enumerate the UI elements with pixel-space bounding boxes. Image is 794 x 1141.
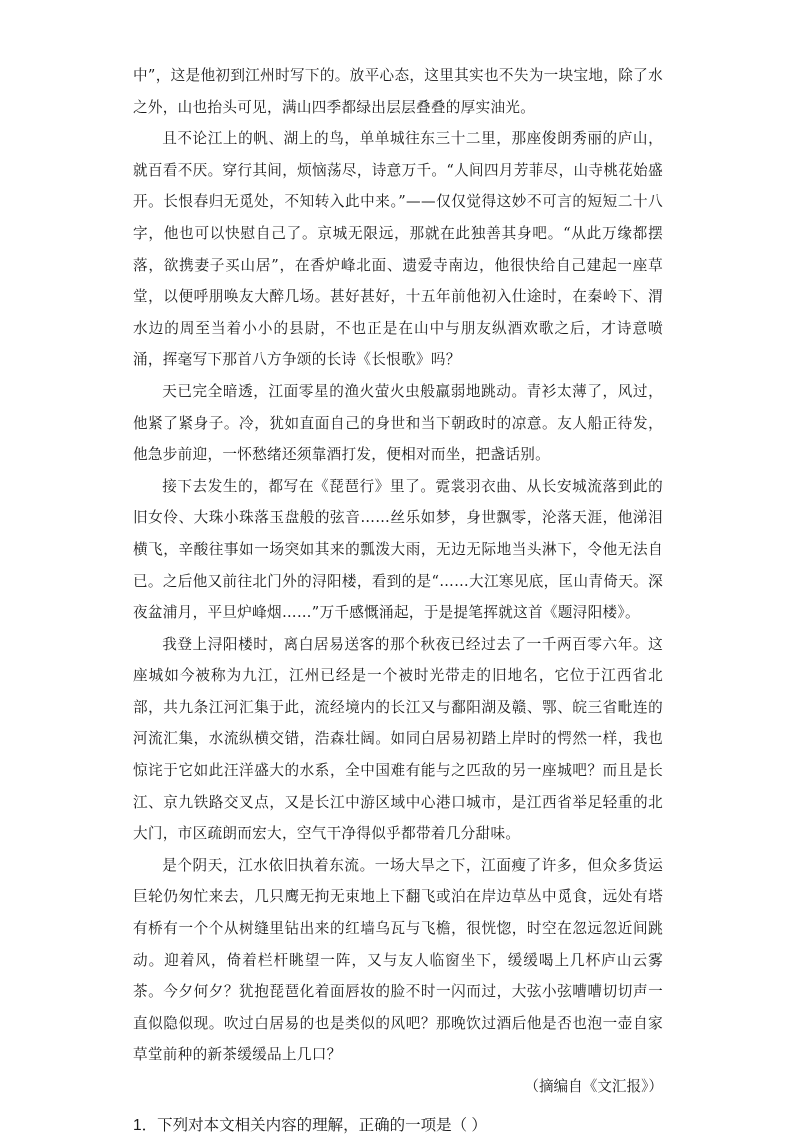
article-page (133, 60, 663, 1141)
article-body (133, 60, 663, 1071)
article-paragraph: 是个阴天，江水依旧执着东流。一场大旱之下，江面瘦了许多，但众多货运巨轮仍匆忙来去，几只鹰无拘无束地上下翻飞或泊在岸边草丛中觅食，远处有塔有桥有一个个从树缝里钻出来的红墙乌瓦与飞檐，很恍惚，时空在忽远忽近间跳动。迎着风，倚着栏杆眺望一阵，又与友人临窗坐下，缓缓喝上几杯庐山云雾茶。今夕何夕？犹抱琵琶化着面唇妆的脸不时一闪而过，大弦小弦嘈嘈切切声一直似隐似现。吹过白居易的也是类似的风吧？那晚饮过酒后他是否也泡一壶自家草堂前种的新茶缓缓品上几口？ (133, 856, 663, 1064)
article-paragraph: 且不论江上的帆、湖上的鸟，单单城往东三十二里，那座俊朗秀丽的庐山，就百看不厌。穿行其间，烦恼荡尽，诗意万千。“人间四月芳菲尽，山寺桃花始盛开。长恨春归无觅处，不知转入此中来。”——仅仅觉得这妙不可言的短短二十八字，他也可以快慰自己了。京城无限远，那就在此独善其身吧。“从此万缘都摆落，欲携妻子买山居”，在香炉峰北面、遗爱寺南边，他很快给自己建起一座草堂，以便呼朋唤友大醉几场。甚好甚好，十五年前他初入仕途时，在秦岭下、渭水边的周至当着小小的县尉，不也正是在山中与朋友纵酒欢歌之后，才诗意喷涌，挥毫写下那首八方争颂的长诗《长恨歌》吗？ (133, 130, 663, 369)
article-paragraph: 天已完全暗透，江面零星的渔火萤火虫般羸弱地跳动。青衫太薄了，风过，他紧了紧身子。冷，犹如直面自己的身世和当下朝政时的凉意。友人船正待发，他急步前迎，一怀愁绪还须靠酒打发，便相对而坐，把盏话别。 (133, 382, 663, 464)
question-1: 1．下列对本文相关内容的理解，正确的一项是（ ） (133, 1116, 487, 1134)
article-paragraph: 我登上浔阳楼时，离白居易送客的那个秋夜已经过去了一千两百零六年。这座城如今被称为九江，江州已经是一个被时光带走的旧地名，它位于江西省北部，共九条江河汇集于此，流经境内的长江又与鄱阳湖及赣、鄂、皖三省毗连的河流汇集，水流纵横交错，浩森壮阔。如同白居易初踏上岸时的愕然一样，我也惊诧于它如此汪洋盛大的水系，全中国难有能与之匹敌的另一座城吧？而且是长江、京九铁路交叉点，又是长江中游区域中心港口城市，是江西省举足轻重的北大门，市区疏朗而宏大，空气干净得似乎都带着几分甜味。 (133, 635, 663, 843)
article-source: （摘编自《文汇报》） (524, 1078, 663, 1095)
article-paragraph: 中”，这是他初到江州时写下的。放平心态，这里其实也不失为一块宝地，除了水之外，山也抬头可见，满山四季都绿出层层叠叠的厚实油光。 (133, 67, 663, 116)
article-paragraph: 接下去发生的，都写在《琵琶行》里了。霓裳羽衣曲、从长安城流落到此的旧女伶、大珠小珠落玉盘般的弦音……丝乐如梦，身世飘零，沦落天涯，他涕泪横飞，辛酸往事如一场突如其来的瓢泼大雨，无边无际地当头淋下，令他无法自已。之后他又前往北门外的浔阳楼，看到的是“……大江寒见底，匡山青倚天。深夜盆浦月，平旦炉峰烟……”万千感慨涌起，于是提笔挥就这首《题浔阳楼》。 (133, 477, 663, 622)
